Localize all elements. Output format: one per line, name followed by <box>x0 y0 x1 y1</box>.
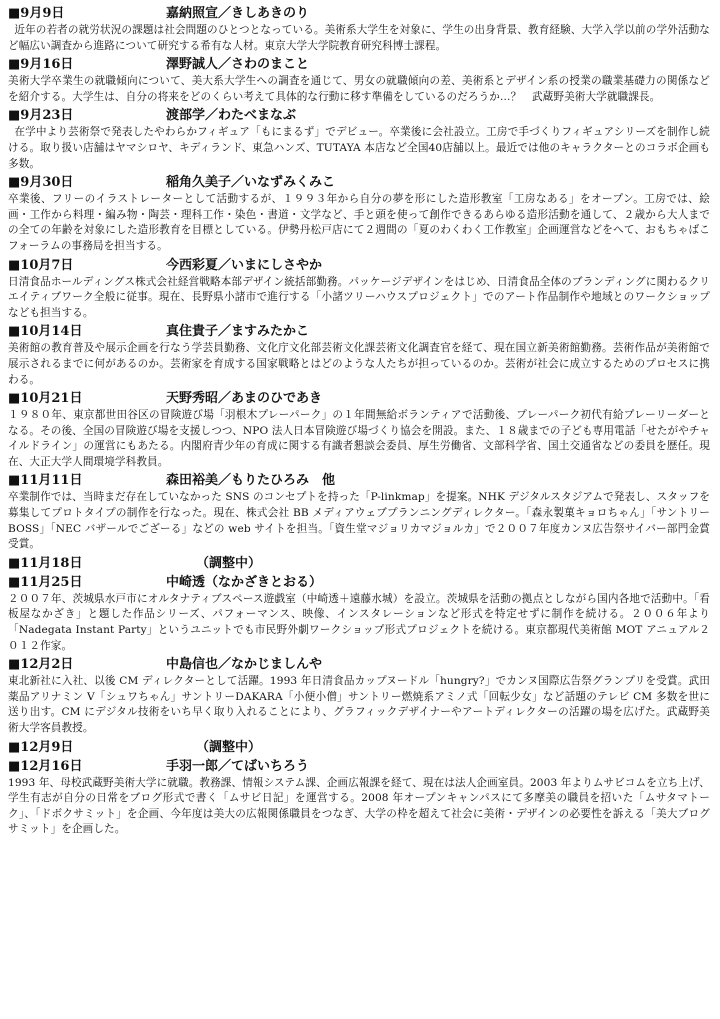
speaker-name: 嘉納照宣／きしあきのり <box>166 6 310 21</box>
entry-date: ■10月7日 <box>8 257 74 273</box>
entry-date: ■10月21日 <box>8 391 83 407</box>
speaker-name: 中崎透（なかざきとおる） <box>166 574 323 590</box>
entry-header <box>8 738 710 757</box>
entry-description <box>8 408 710 470</box>
entry-header <box>8 106 710 125</box>
entry-description <box>8 275 710 322</box>
schedule-entry <box>8 471 710 552</box>
speaker-name: （調整中） <box>196 555 262 571</box>
entry-description <box>8 125 710 172</box>
schedule-entry <box>8 655 710 736</box>
entry-date: ■9月23日 <box>8 108 74 124</box>
schedule-entry <box>8 106 710 172</box>
speaker-name: 稲角久美子／いなずみくみこ <box>166 175 336 191</box>
entry-header <box>8 655 710 674</box>
schedule-entry <box>8 389 710 470</box>
entry-header <box>8 256 710 275</box>
entry-text: 1993 年、母校武蔵野美術大学に就職。教務課、情報システム課、企画広報課を経て、現在は法人企画室員。2003 年よりムサビコムを立ち上げ、学生有志が自分の日常をブログ形式で書く「ムサビ日記」を運営する。2008 年オープンキャンパスにて多摩美の職員を招いた「ムサタマトーク」、「ドボクサミット」を企画、今年度は美大の広報関係職員をつなぎ、大学の枠を超えて社会に美術・デザインの必要性を訴える「美大ブログサミット」を企画した。 <box>8 776 710 836</box>
schedule-entry <box>8 757 710 838</box>
entry-date: ■12月16日 <box>8 758 83 774</box>
entry-date: ■11月18日 <box>8 555 83 571</box>
speaker-name: 天野秀昭／あまのひであき <box>166 391 323 407</box>
speaker-name: 中島信也／なかじましんや <box>166 657 323 673</box>
entry-header <box>8 757 710 776</box>
entry-header <box>8 471 710 490</box>
schedule-entry <box>8 554 710 573</box>
schedule-entry <box>8 173 710 254</box>
entry-text: 卒業後、フリーのイラストレーターとして活動するが、１９９３年から自分の夢を形にした造形教室「工房なある」をオープン。工房では、絵画・工作から料理・編み物・陶芸・理科工作・染色・書道・文学など、手と頭を使って創作できるあらゆる造形活動を通して、２歳から大人までの全ての年齢を対象にした造形教育を目標としている。伊勢丹松戸店にて２週間の「夏のわくわく工作教室」企画運営などをへて、おもちゃばこフォーラムの事務局を担当する。 <box>8 193 710 252</box>
entry-description <box>8 674 710 736</box>
entry-description <box>8 490 710 552</box>
entry-text: 美術館の教育普及や展示企画を行なう学芸員勤務、文化庁文化部芸術文化課芸術文化調査官を経て、現在国立新美術館勤務。芸術作品が美術館で展示されるまでに何があるのか。芸術家を育成する国家戦略とはどのような人たちが担っているのか。芸術が社会に成立するためのプロセスに携わる。 <box>8 342 710 386</box>
entry-header <box>8 573 710 592</box>
entry-header <box>8 55 710 74</box>
schedule-entry <box>8 322 710 388</box>
speaker-name: 森田裕美／もりたひろみ 他 <box>166 473 336 489</box>
entry-header <box>8 4 710 23</box>
entry-header <box>8 322 710 341</box>
schedule-entry <box>8 573 710 654</box>
entry-date: ■11月11日 <box>8 473 83 489</box>
entry-date: ■11月25日 <box>8 574 83 590</box>
entry-date: ■12月9日 <box>8 739 74 755</box>
entry-date: ■9月30日 <box>8 175 74 191</box>
speaker-name: 真住貴子／ますみたかこ <box>166 324 310 340</box>
entry-header <box>8 554 710 573</box>
schedule-entry <box>8 55 710 105</box>
entry-text: 東北新社に入社、以後 CM ディレクターとして活躍。1993 年日清食品カップヌードル「hungry?」でカンヌ国際広告祭グランプリを受賞。武田薬品アリナミン V「シュワちゃん」サントリーDAKARA「小便小僧」サントリー燃焼系アミノ式「回転少女」など話題のテレビ CM 多数を世に送り出す。CM にデジタル技術をいち早く取り入れることにより、グラフィックデザイナーやアートディレクターの活躍の場を広げた。武蔵野美術大学客員教授。 <box>8 675 710 734</box>
speaker-name: 澤野誠人／さわのまこと <box>166 57 310 73</box>
entry-text: 日清食品ホールディングス株式会社経営戦略本部デザイン統括部勤務。パッケージデザインをはじめ、日清食品全体のブランディングに関わるクリエイティブワーク全般に従事。現在、長野県小諸市で進行する「小諸ツリーハウスプロジェクト」でのアート作品制作や地域とのワークショップなども担当する。 <box>8 275 710 319</box>
entry-text: 近年の若者の就労状況の課題は社会問題のひとつとなっている。美術系大学生を対象に、学生の出身背景、教育経験、大学入学以前の学外活動など幅広い調査から進路について研究する希有な人材。東京大学大学院教育研究科博士課程。 <box>8 24 710 52</box>
speaker-name: （調整中） <box>196 739 262 755</box>
entry-date: ■9月9日 <box>8 6 65 21</box>
schedule-entry <box>8 4 710 54</box>
speaker-name: 渡部学／わたべまなぶ <box>166 108 297 124</box>
entry-description <box>8 23 710 54</box>
entry-text: 卒業制作では、当時まだ存在していなかった SNS のコンセプトを持った「P-linkmap」を提案。NHK デジタルスタジアムで発表し、スタッフを募集してプロトタイプの制作を行なった。現在、株式会社 BB メディアウェブプランニングディレクター。「森永製菓キョロちゃん」「サントリーBOSS」「NEC バザールでござーる」などの web サイトを担当。「資生堂マジョリカマジョルカ」で２００７年度カンヌ広告祭サイバー部門金賞受賞。 <box>8 491 710 551</box>
entry-date: ■10月14日 <box>8 324 83 340</box>
entry-text: ２００７年、茨城県水戸市にオルタナティブスペース遊戯室（中崎透＋遠藤水城）を設立。茨城県を活動の拠点としながら国内各地で活動中。「看板屋なかざき」と題した作品シリーズ、パフォーマンス、映像、インスタレーションなど形式を特定せずに制作を続ける。２００６年より「Nadegata Instant Party」というユニットでも市民野外劇ワークショップ形式プロジェクトを続ける。東京都現代美術館 MOT アニュアル２０１２作家。 <box>8 592 710 652</box>
entry-description <box>8 192 710 254</box>
entry-description <box>8 776 710 838</box>
entry-description <box>8 74 710 105</box>
entry-text: １９８０年、東京都世田谷区の冒険遊び場「羽根木プレーパーク」の１年間無給ボランティアで活動後、プレーパーク初代有給プレーリーダーとなる。その後、全国の冒険遊び場を支援しつつ、NPO 法人日本冒険遊び場づくり協会を開設。また、１８歳までの子ども専用電話「せたがやチャイルドライン」の運営にもあたる。内閣府青少年の育成に関する有識者懇談会委員、厚生労働省、文部科学省、国土交通省などの委員を歴任。現在、大正大学人間環境学科教員。 <box>8 409 710 468</box>
entry-description <box>8 341 710 388</box>
entry-header <box>8 173 710 192</box>
schedule-entry <box>8 738 710 757</box>
schedule-entry <box>8 256 710 322</box>
entry-text: 美術大学卒業生の就職傾向について、美大系大学生への調査を通じて、男女の就職傾向の差、美術系とデザイン系の授業の職業基礎力の関係などを紹介する。大学生は、自分の将来をどのくらい考えて具体的な行動に移す準備をしているのだろうか…？ 武蔵野美術大学就職課長。 <box>8 75 710 103</box>
entry-date: ■9月16日 <box>8 57 74 73</box>
entry-description <box>8 592 710 654</box>
entry-header <box>8 389 710 408</box>
entry-date: ■12月2日 <box>8 657 74 673</box>
speaker-name: 今西彩夏／いまにしさやか <box>166 257 323 273</box>
speaker-name: 手羽一郎／てばいちろう <box>166 758 310 774</box>
entry-text: 在学中より芸術祭で発表したやわらかフィギュア「もにまるず」でデビュー。卒業後に会社設立。工房で手づくりフィギュアシリーズを制作し続ける。取り扱い店舗はヤマシロヤ、キディランド、東急ハンズ、TUTAYA 本店など全国40店舗以上。最近では他のキャラクターとのコラボ企画も多数。 <box>8 126 710 170</box>
